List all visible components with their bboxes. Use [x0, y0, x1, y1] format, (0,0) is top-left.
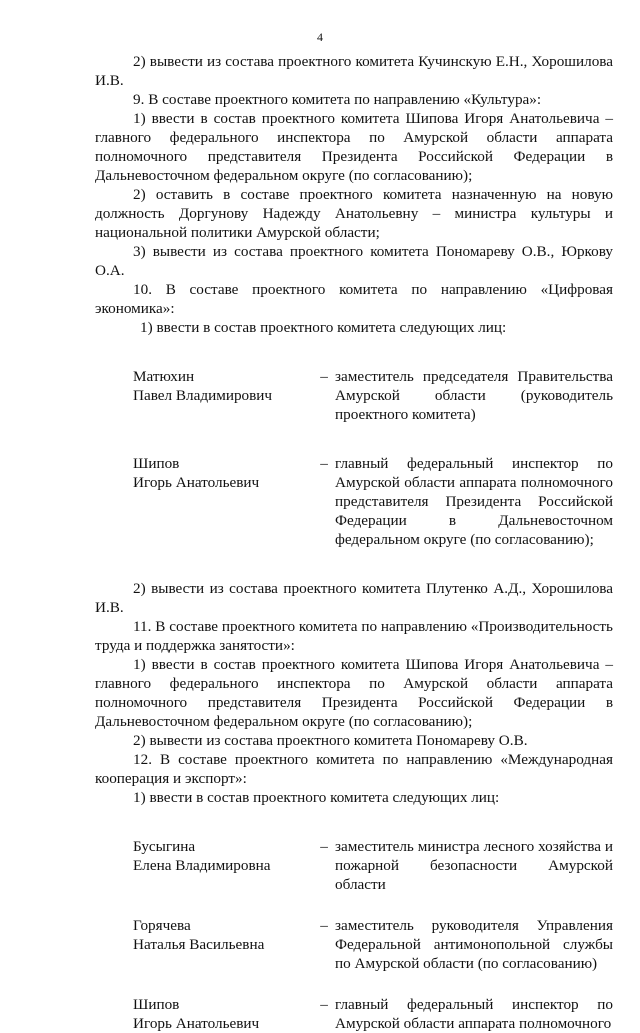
person-role: заместитель руководителя Управления Федеральной антимонопольной службы по Амурской области (по согласованию): [335, 917, 613, 972]
dash: –: [320, 368, 328, 385]
paragraph-remove-kuchinskaya: 2) вывести из состава проектного комитета Кучинскую Е.Н., Хорошилова И.В.: [95, 53, 613, 89]
paragraph-digital-heading: 10. В составе проектного комитета по направлению «Цифровая экономика»:: [95, 281, 613, 317]
paragraph-export-add: 1) ввести в состав проектного комитета следующих лиц:: [133, 789, 500, 806]
paragraph-digital-remove: 2) вывести из состава проектного комитета Плутенко А.Д., Хорошилова И.В.: [95, 580, 613, 616]
person-role: заместитель председателя Правительства Амурской области (руководитель проектного комитета): [335, 368, 613, 423]
person-name: Матюхин Павел Владимирович: [133, 368, 273, 404]
person-entry: [95, 454, 613, 549]
person-name: Шипов Игорь Анатольевич: [133, 996, 260, 1032]
page-number: 4: [317, 30, 323, 44]
paragraph-culture-keep-dorgunova: 2) оставить в составе проектного комитета назначенную на новую должность Доргунову Надежду Анатольевну – министра культуры и национальной политики Амурской области;: [95, 186, 613, 241]
person-name: Шипов Игорь Анатольевич: [133, 455, 260, 491]
dash: –: [320, 455, 328, 472]
document-body: [95, 52, 613, 1033]
person-role: главный федеральный инспектор по Амурской области аппарата полномочного: [335, 996, 613, 1032]
person-name: Бусыгина Елена Владимировна: [133, 838, 271, 874]
paragraph-labor-remove: 2) вывести из состава проектного комитета Пономареву О.В.: [133, 732, 528, 749]
paragraph-labor-add-shipov: 1) ввести в состав проектного комитета Шипова Игоря Анатольевича – главного федерального инспектора по Амурской области аппарата полномочного представителя Президента Российской Федерации в Дальневосточном федеральном округе (по согласованию);: [95, 656, 613, 730]
person-entry: [95, 995, 613, 1033]
paragraph-culture-heading: 9. В составе проектного комитета по направлению «Культура»:: [133, 91, 542, 108]
person-role: главный федеральный инспектор по Амурской области аппарата полномочного представителя Президента Российской Федерации в Дальневосточном федеральном округе (по согласованию);: [335, 455, 613, 548]
paragraph-labor-heading: 11. В составе проектного комитета по направлению «Производительность труда и поддержка занятости»:: [95, 618, 613, 654]
person-entry: [95, 916, 613, 973]
paragraph-export-heading: 12. В составе проектного комитета по направлению «Международная кооперация и экспорт»:: [95, 751, 613, 787]
dash: –: [320, 917, 328, 934]
paragraph-culture-remove: 3) вывести из состава проектного комитета Пономареву О.В., Юркову О.А.: [95, 243, 613, 279]
paragraph-culture-add-shipov: 1) ввести в состав проектного комитета Шипова Игоря Анатольевича – главного федерального инспектора по Амурской области аппарата полномочного представителя Президента Российской Федерации в Дальневосточном федеральном округе (по согласованию);: [95, 110, 613, 184]
person-role: заместитель министра лесного хозяйства и пожарной безопасности Амурской области: [335, 838, 613, 893]
dash: –: [320, 996, 328, 1013]
person-name: Горячева Наталья Васильевна: [133, 917, 265, 953]
dash: –: [320, 838, 328, 855]
person-entry: [95, 367, 613, 424]
person-entry: [95, 837, 613, 894]
paragraph-digital-add: 1) ввести в состав проектного комитета следующих лиц:: [140, 319, 507, 336]
